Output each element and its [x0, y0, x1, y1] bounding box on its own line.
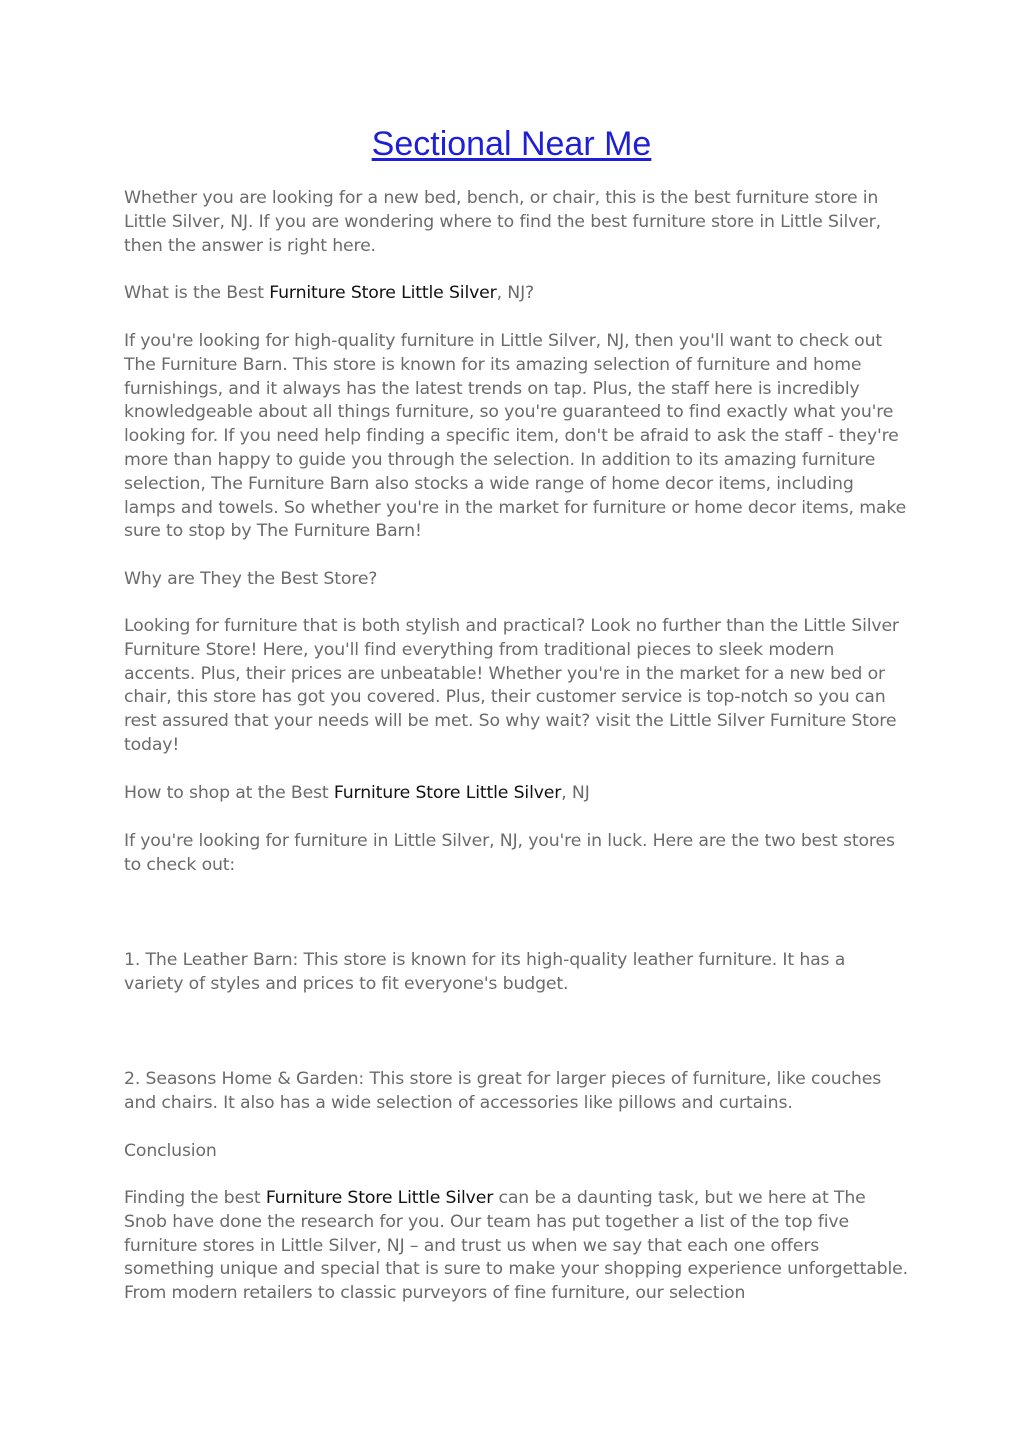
- heading-text: What is the Best: [124, 283, 270, 303]
- section-heading-best-store: [124, 282, 908, 306]
- heading-text: How to shop at the Best: [124, 783, 334, 803]
- section-heading-how-to-shop: [124, 782, 908, 806]
- paragraph-text: Finding the best: [124, 1188, 266, 1208]
- keyword-link[interactable]: Furniture Store Little Silver: [333, 783, 562, 803]
- heading-text: , NJ: [561, 783, 590, 803]
- paragraph-text: can be a daunting task, but we here at The Snob have done the research for you. Our team has put together a list of the top five furniture stores in Little Silver, NJ – and trust us when we say that each one offers something unique and special that is sure to make your shopping experience unforgettable. From modern retailers to classic purveyors of fine furniture, our selection: [124, 1188, 908, 1304]
- page-title: [0, 122, 1023, 166]
- keyword-link[interactable]: Furniture Store Little Silver: [269, 283, 497, 303]
- title-link[interactable]: Sectional Near Me: [371, 125, 652, 163]
- furniture-barn-paragraph: If you're looking for high-quality furniture in Little Silver, NJ, then you'll want to check out The Furniture Barn. This store is known for its amazing selection of furniture and home furnishings, and it always has the latest trends on tap. Plus, the staff here is incredibly knowledgeable about all things furniture, so you're guaranteed to find exactly what you're looking for. If you need help finding a specific item, don't be afraid to ask the staff - they're more than happy to guide you through the selection. In addition to its amazing furniture selection, The Furniture Barn also stocks a wide range of home decor items, including lamps and towels. So whether you're in the market for furniture or home decor items, make sure to stop by The Furniture Barn!: [124, 331, 907, 542]
- section-heading-conclusion: Conclusion: [124, 1141, 217, 1161]
- little-silver-store-paragraph: Looking for furniture that is both stylish and practical? Look no further than the Little Silver Furniture Store! Here, you'll find everything from traditional pieces to sleek modern accents. Plus, their prices are unbeatable! Whether you're in the market for a new bed or chair, this store has got you covered. Plus, their customer service is top-notch so you can rest assured that your needs will be met. So why wait? visit the Little Silver Furniture Store today!: [124, 616, 899, 755]
- intro-paragraph: Whether you are looking for a new bed, bench, or chair, this is the best furniture store in Little Silver, NJ. If you are wondering where to find the best furniture store in Little Silver, then the answer is right here.: [124, 188, 881, 256]
- keyword-link[interactable]: Furniture Store Little Silver: [265, 1188, 494, 1208]
- conclusion-paragraph: [124, 1187, 908, 1306]
- heading-text: , NJ?: [496, 283, 535, 303]
- section-heading-why-best: Why are They the Best Store?: [124, 569, 378, 589]
- two-stores-paragraph: If you're looking for furniture in Little Silver, NJ, you're in luck. Here are the two best stores to check out:: [124, 831, 895, 875]
- list-item-seasons-home-garden: 2. Seasons Home & Garden: This store is great for larger pieces of furniture, like couches and chairs. It also has a wide selection of accessories like pillows and curtains.: [124, 1069, 882, 1113]
- list-item-leather-barn: 1. The Leather Barn: This store is known for its high-quality leather furniture. It has a variety of styles and prices to fit everyone's budget.: [124, 950, 846, 994]
